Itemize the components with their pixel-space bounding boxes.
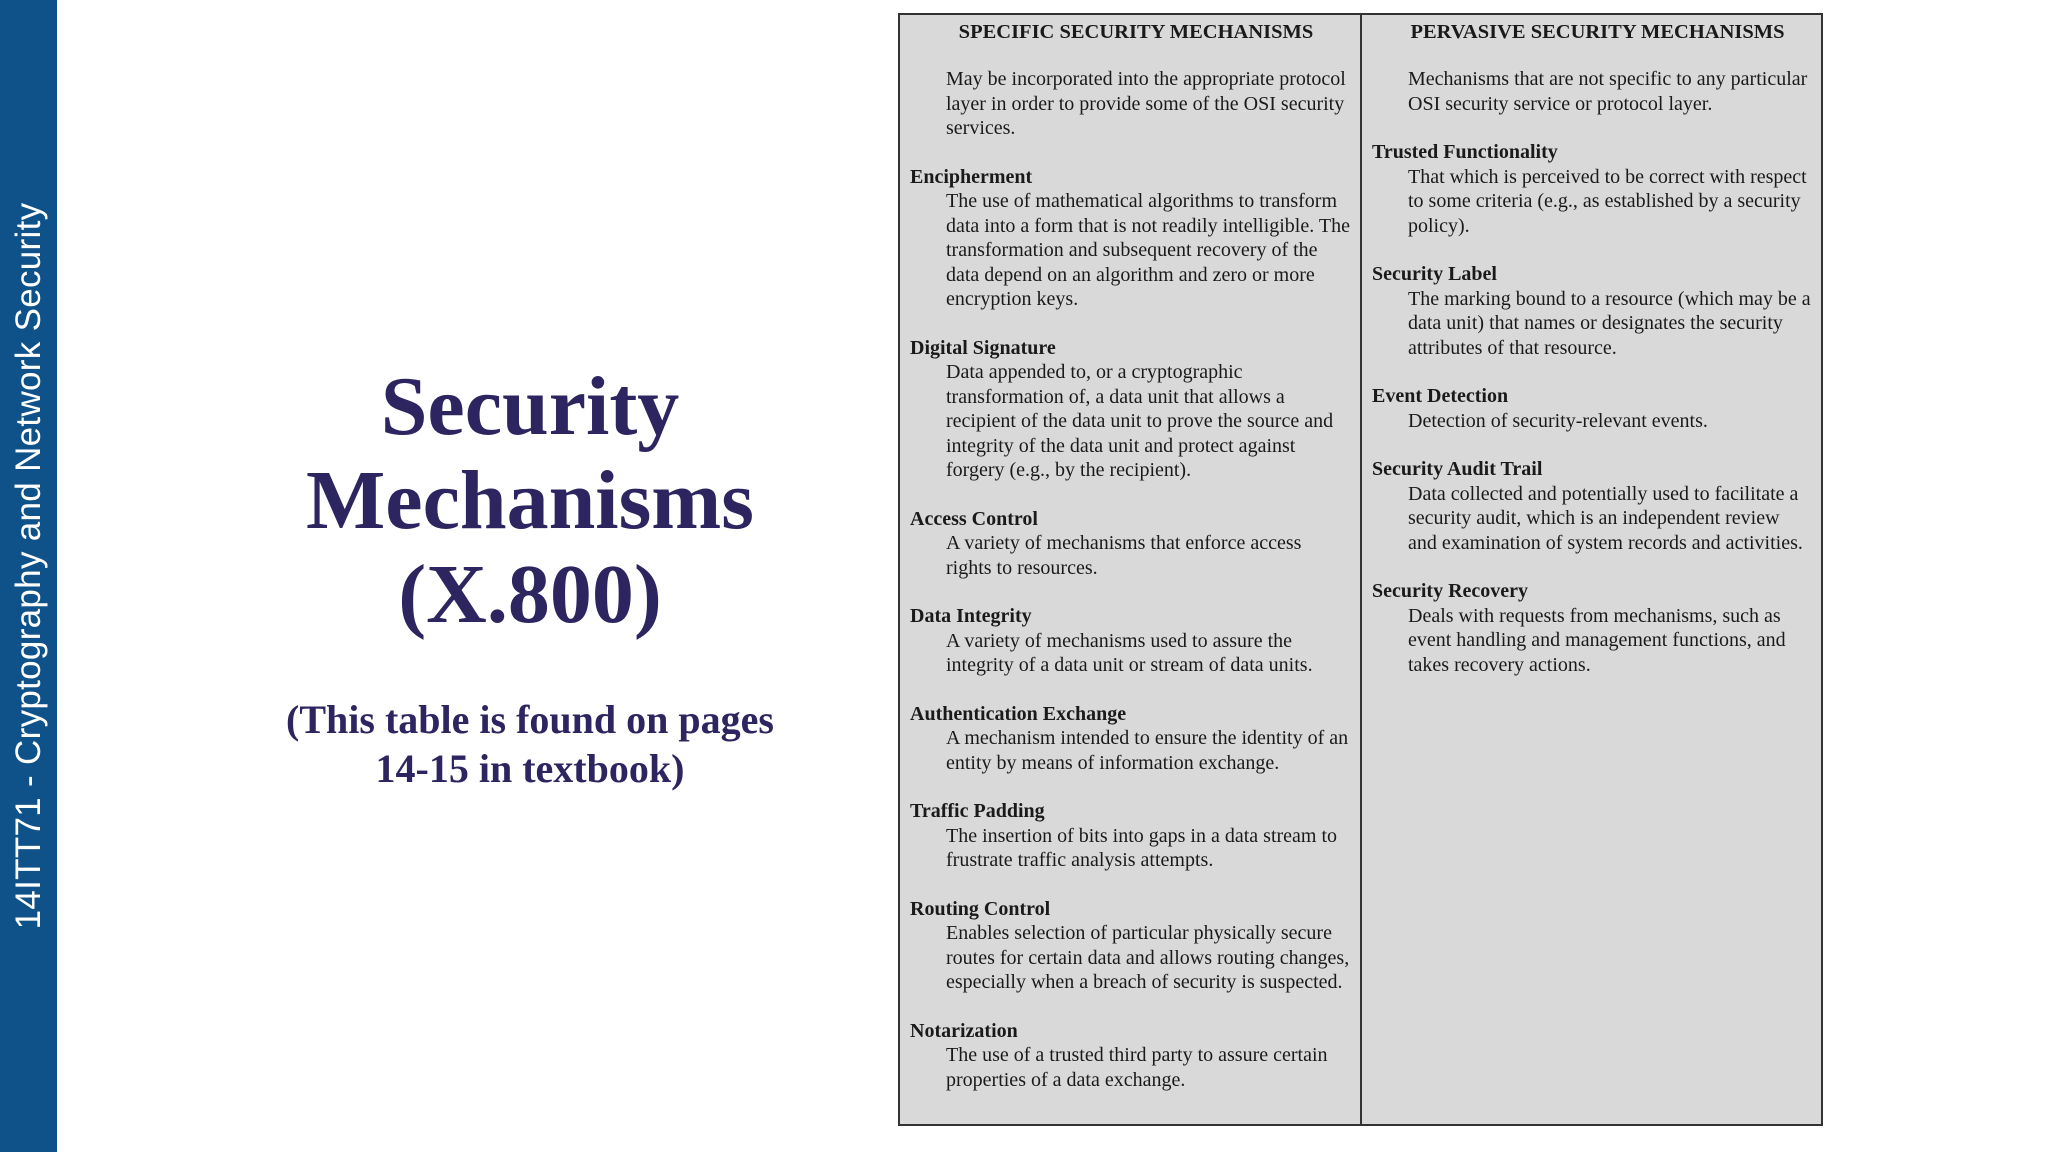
mechanism-entry (910, 897, 1350, 995)
subtitle-line: 14-15 in textbook) (375, 746, 685, 791)
mechanism-name: Notarization (910, 1019, 1018, 1042)
mechanism-entry (910, 604, 1350, 678)
mechanism-entry (1372, 457, 1811, 555)
mechanism-name: Security Audit Trail (1372, 458, 1543, 480)
mechanism-name: Security Recovery (1372, 580, 1529, 602)
title-line: Security (380, 360, 680, 453)
mechanism-description: Deals with requests from mechanisms, such as event handling and management functions, and takes recovery actions. (1408, 604, 1786, 676)
slide-subtitle (230, 695, 830, 793)
mechanism-description: Enables selection of particular physically secure routes for certain data and allows routing changes, especially when a breach of security is suspected. (946, 922, 1350, 993)
mechanism-description: The use of mathematical algorithms to transform data into a form that is not readily intelligible. The transformation and subsequent recovery of the data depend on an algorithm and zero or more encryption keys. (946, 190, 1350, 310)
slide-title (230, 360, 830, 642)
mechanism-name: Access Control (910, 507, 1038, 530)
mechanism-name: Routing Control (910, 897, 1051, 920)
mechanism-name: Event Detection (1372, 385, 1509, 407)
mechanism-description: That which is perceived to be correct with respect to some criteria (e.g., as established by a security policy). (1408, 165, 1807, 237)
mechanisms-table (898, 13, 1823, 1126)
mechanism-name: Digital Signature (910, 336, 1056, 359)
mechanism-name: Authentication Exchange (910, 702, 1127, 725)
mechanism-name: Data Integrity (910, 605, 1032, 627)
mechanism-list (910, 165, 1350, 1093)
mechanism-description: The use of a trusted third party to assure certain properties of a data exchange. (946, 1044, 1328, 1091)
course-title: 14ITT71 - Cryptography and Network Security (9, 202, 48, 930)
mechanism-entry (910, 336, 1350, 483)
mechanism-description: A mechanism intended to ensure the identity of an entity by means of information exchange. (946, 727, 1349, 774)
column-header: SPECIFIC SECURITY MECHANISMS (958, 21, 1314, 43)
mechanism-name: Traffic Padding (910, 800, 1045, 822)
mechanism-entry (1372, 384, 1811, 433)
mechanism-entry (910, 1019, 1350, 1093)
mechanism-description: The marking bound to a resource (which may be a data unit) that names or designates the security attributes of that resource. (1408, 287, 1811, 359)
mechanism-name: Trusted Functionality (1372, 141, 1558, 163)
mechanism-description: A variety of mechanisms that enforce access rights to resources. (946, 532, 1302, 579)
mechanism-entry (1372, 579, 1811, 677)
mechanism-description: A variety of mechanisms used to assure the integrity of a data unit or stream of data units. (946, 629, 1313, 676)
column-intro: Mechanisms that are not specific to any particular OSI security service or protocol layer. (1408, 68, 1808, 115)
pervasive-mechanisms-column (1362, 15, 1821, 1124)
mechanism-entry (1372, 140, 1811, 238)
mechanism-description: Data collected and potentially used to facilitate a security audit, which is an independent review and examination of system records and activities. (1408, 482, 1803, 554)
mechanism-description: The insertion of bits into gaps in a data stream to frustrate traffic analysis attempts. (946, 824, 1338, 871)
mechanism-entry (910, 799, 1350, 873)
title-line: (X.800) (398, 548, 662, 641)
column-intro: May be incorporated into the appropriate protocol layer in order to provide some of the OSI security services. (946, 68, 1346, 139)
sidebar-bar (0, 0, 57, 1152)
mechanism-entry (910, 165, 1350, 312)
mechanism-name: Encipherment (910, 165, 1033, 188)
mechanism-entry (1372, 262, 1811, 360)
mechanism-description: Detection of security-relevant events. (1408, 409, 1708, 432)
subtitle-line: (This table is found on pages (286, 697, 774, 742)
title-line: Mechanisms (306, 454, 754, 547)
mechanism-description: Data appended to, or a cryptographic transformation of, a data unit that allows a recipient of the data unit to prove the source and integrity of the data unit and protect against forgery (e.g., by the recipient). (946, 361, 1334, 481)
column-header: PERVASIVE SECURITY MECHANISMS (1410, 21, 1785, 43)
mechanism-entry (910, 507, 1350, 581)
mechanism-entry (910, 702, 1350, 776)
mechanism-list (1372, 140, 1811, 677)
mechanism-name: Security Label (1372, 263, 1497, 285)
specific-mechanisms-column (900, 15, 1362, 1124)
